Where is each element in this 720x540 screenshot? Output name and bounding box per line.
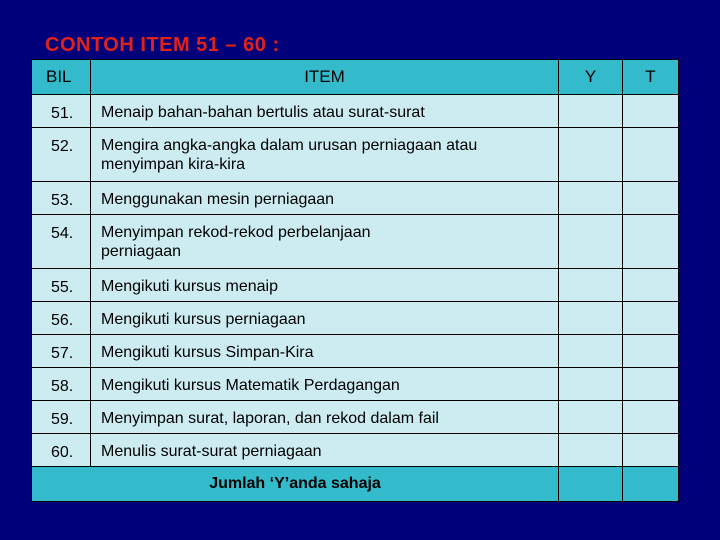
row-t-cell[interactable] bbox=[623, 335, 679, 368]
row-y-cell[interactable] bbox=[559, 128, 623, 182]
row-y-cell[interactable] bbox=[559, 401, 623, 434]
row-y-cell[interactable] bbox=[559, 182, 623, 215]
row-number: 54. bbox=[32, 215, 91, 269]
item-table bbox=[31, 59, 679, 502]
table-row bbox=[32, 368, 679, 401]
row-t-cell[interactable] bbox=[623, 368, 679, 401]
total-label: Jumlah ‘Y’anda sahaja bbox=[32, 467, 559, 502]
row-t-cell[interactable] bbox=[623, 269, 679, 302]
header-item: ITEM bbox=[91, 60, 559, 95]
row-item: Menyimpan rekod-rekod perbelanjaan perniagaan bbox=[91, 215, 559, 269]
row-number: 55. bbox=[32, 269, 91, 302]
row-item: Mengikuti kursus Simpan-Kira bbox=[91, 335, 559, 368]
table-row bbox=[32, 95, 679, 128]
row-number: 57. bbox=[32, 335, 91, 368]
row-y-cell[interactable] bbox=[559, 215, 623, 269]
row-t-cell[interactable] bbox=[623, 95, 679, 128]
row-number: 59. bbox=[32, 401, 91, 434]
header-bil: BIL bbox=[32, 60, 91, 95]
row-item: Mengira angka-angka dalam urusan perniagaan atau menyimpan kira-kira bbox=[91, 128, 559, 182]
total-t-cell[interactable] bbox=[623, 467, 679, 502]
table-header-row bbox=[32, 60, 679, 95]
row-y-cell[interactable] bbox=[559, 269, 623, 302]
row-number: 58. bbox=[32, 368, 91, 401]
table-row bbox=[32, 182, 679, 215]
row-t-cell[interactable] bbox=[623, 128, 679, 182]
table-row bbox=[32, 302, 679, 335]
row-t-cell[interactable] bbox=[623, 401, 679, 434]
row-item: Mengikuti kursus Matematik Perdagangan bbox=[91, 368, 559, 401]
row-item: Menyimpan surat, laporan, dan rekod dalam fail bbox=[91, 401, 559, 434]
row-item: Mengikuti kursus perniagaan bbox=[91, 302, 559, 335]
header-y: Y bbox=[559, 60, 623, 95]
row-y-cell[interactable] bbox=[559, 302, 623, 335]
row-number: 60. bbox=[32, 434, 91, 467]
slide-title: CONTOH ITEM 51 – 60 : bbox=[45, 34, 280, 56]
header-t: T bbox=[623, 60, 679, 95]
table-row bbox=[32, 434, 679, 467]
total-y-cell[interactable] bbox=[559, 467, 623, 502]
row-number: 53. bbox=[32, 182, 91, 215]
row-item: Menaip bahan-bahan bertulis atau surat-surat bbox=[91, 95, 559, 128]
row-y-cell[interactable] bbox=[559, 368, 623, 401]
row-t-cell[interactable] bbox=[623, 182, 679, 215]
row-item: Menulis surat-surat perniagaan bbox=[91, 434, 559, 467]
table-row bbox=[32, 215, 679, 269]
row-y-cell[interactable] bbox=[559, 434, 623, 467]
table-footer-row bbox=[32, 467, 679, 502]
table-row bbox=[32, 269, 679, 302]
row-item: Menggunakan mesin perniagaan bbox=[91, 182, 559, 215]
row-t-cell[interactable] bbox=[623, 434, 679, 467]
table-row bbox=[32, 128, 679, 182]
row-y-cell[interactable] bbox=[559, 335, 623, 368]
row-t-cell[interactable] bbox=[623, 215, 679, 269]
row-t-cell[interactable] bbox=[623, 302, 679, 335]
row-item: Mengikuti kursus menaip bbox=[91, 269, 559, 302]
table-row bbox=[32, 401, 679, 434]
row-number: 51. bbox=[32, 95, 91, 128]
row-number: 52. bbox=[32, 128, 91, 182]
row-number: 56. bbox=[32, 302, 91, 335]
row-y-cell[interactable] bbox=[559, 95, 623, 128]
table-row bbox=[32, 335, 679, 368]
